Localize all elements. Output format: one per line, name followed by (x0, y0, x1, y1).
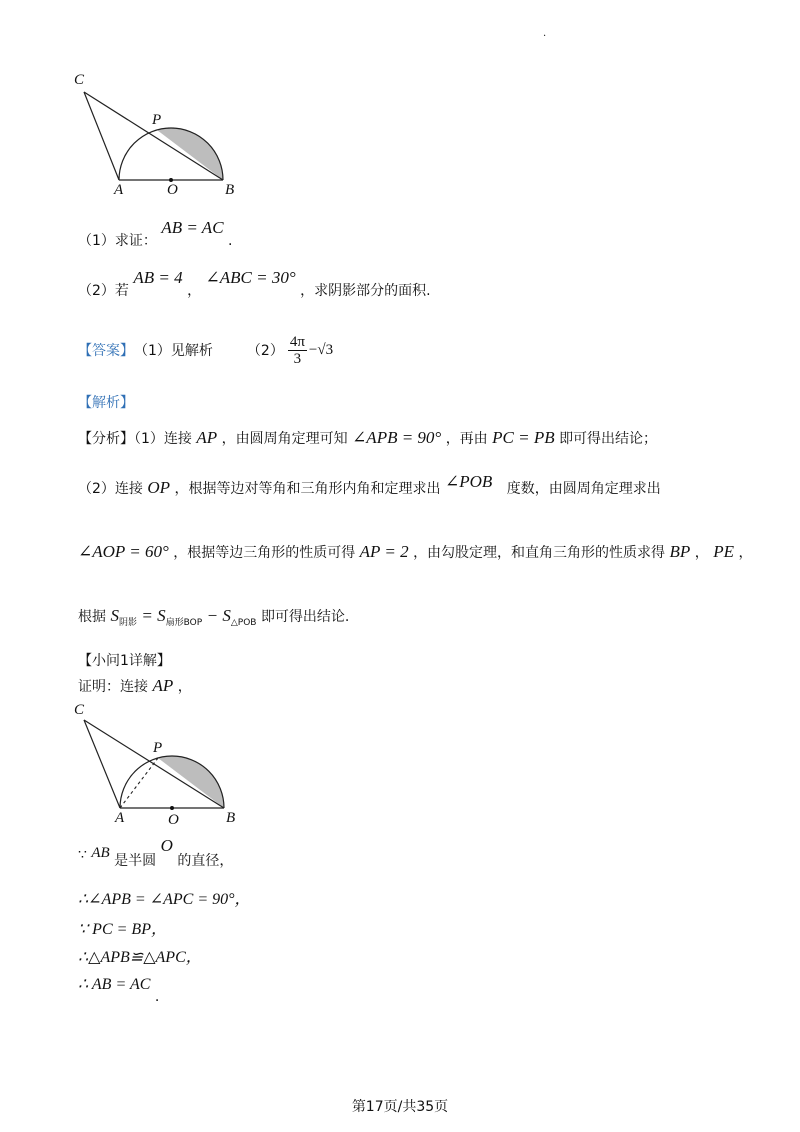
figure-1 (70, 70, 250, 200)
q2-math2: ∠ABC = 30° (205, 268, 296, 287)
segment-cb (84, 92, 223, 180)
a4-sub3: △POB (230, 618, 257, 628)
a2-text-a: （2）连接 (78, 481, 143, 497)
proof-l1-a: 是半圆 (114, 853, 157, 869)
a4-text-b: 即可得出结论. (260, 609, 350, 625)
answer-tag: 【答案】 (78, 343, 134, 359)
q1-prefix: （1）求证： (78, 233, 157, 249)
geometry-diagram-2 (70, 700, 250, 830)
q2-suffix: ，求阴影部分的面积. (300, 283, 431, 299)
proof-line-1 (78, 836, 233, 870)
fig2-label-o: O (168, 812, 179, 828)
a4-minus: − (206, 606, 223, 625)
proof-l1-o: O (160, 836, 173, 855)
fig1-label-b: B (225, 182, 235, 198)
a1-math-ap: AP (196, 428, 218, 447)
analysis-line-2 (78, 472, 661, 498)
proof-l5-math: ∴ AB = AC (78, 976, 151, 993)
a4-s2: S (157, 606, 166, 625)
answer-part2-prefix: （2） (246, 343, 284, 359)
a4-eq: = (141, 606, 158, 625)
center-point-o-2 (170, 806, 174, 810)
a3-math-aop: ∠AOP = 60° (78, 542, 169, 561)
proof-line-3: ∵ PC = BP， (78, 921, 167, 938)
fig1-label-a: A (114, 182, 124, 198)
fig1-label-c: C (74, 72, 85, 88)
fig2-label-b: B (226, 810, 236, 826)
a4-s1: S (110, 606, 119, 625)
figure-2 (70, 700, 250, 830)
because-symbol: ∵ (78, 847, 87, 863)
proof-l5-dot: . (154, 989, 160, 1005)
a3-text-c: ， (694, 545, 709, 561)
a1-text-d: 即可得出结论； (559, 431, 658, 447)
page-footer: 第17页/共35页 (351, 1099, 449, 1115)
q1-suffix: . (227, 233, 233, 249)
question-1 (78, 218, 233, 249)
q2-sep: ， (187, 283, 202, 299)
q2-math1: AB = 4 (133, 268, 183, 287)
a2-text-b: ，根据等边对等角和三角形内角和定理求出 (174, 481, 441, 497)
a3-math-bp: BP (669, 542, 691, 561)
proof-intro-math: AP (152, 676, 174, 695)
a4-s3: S (222, 606, 231, 625)
geometry-diagram-1 (70, 70, 250, 200)
a1-text-b: ，由圆周角定理可知 (221, 431, 348, 447)
question-2 (78, 268, 431, 299)
q1-math: AB = AC (161, 218, 224, 237)
answer-part1: （1）见解析 (134, 343, 213, 359)
analysis-line-4 (78, 606, 349, 628)
answer-line (78, 330, 333, 370)
a2-math-pob: ∠POB (444, 472, 493, 491)
fig1-label-p: P (152, 112, 162, 128)
shaded-region-2 (158, 756, 224, 808)
fraction-numerator: 4π (289, 333, 305, 350)
analysis-line-3 (78, 542, 752, 562)
header-dot: . (543, 28, 547, 39)
a1-text-a: 【分析】（1）连接 (78, 431, 192, 447)
q2-prefix: （2）若 (78, 283, 129, 299)
a3-text-d: ， (738, 545, 753, 561)
proof-intro-a: 证明：连接 (78, 679, 148, 695)
a4-text-a: 根据 (78, 609, 106, 625)
proof-line-2: ∴∠APB = ∠APC = 90°， (78, 891, 251, 908)
shaded-region (157, 128, 223, 180)
fig2-label-c: C (74, 702, 85, 718)
fig2-label-p: P (153, 740, 163, 756)
a1-math-pcpb: PC = PB (492, 428, 555, 447)
a2-text-c: 度数，由圆周角定理求出 (506, 481, 661, 497)
segment-ca-2 (84, 720, 120, 808)
a4-sub1: 阴影 (118, 618, 137, 628)
fig1-label-o: O (167, 182, 178, 198)
proof-line-4: ∴△APB≌△APC， (78, 949, 202, 966)
answer-tail: −√3 (308, 341, 334, 358)
a3-math-ap2: AP = 2 (359, 542, 409, 561)
fig2-label-a: A (115, 810, 125, 826)
segment-ca (84, 92, 119, 180)
proof-line-5 (78, 974, 160, 1005)
detail-tag: 【小问1详解】 (78, 653, 171, 669)
answer-fraction (288, 334, 307, 367)
proof-l1-b: 的直径， (177, 853, 234, 869)
a4-sub2: 扇形BOP (165, 618, 203, 628)
analysis-tag: 【解析】 (78, 395, 134, 411)
proof-l1-math: AB (91, 845, 110, 861)
a3-math-pe: PE (713, 542, 734, 561)
fraction-denominator: 3 (293, 350, 302, 367)
a2-math-op: OP (147, 478, 171, 497)
a1-math-angle: ∠APB = 90° (352, 428, 442, 447)
a1-text-c: ，再由 (445, 431, 488, 447)
proof-intro (78, 676, 192, 696)
proof-intro-b: ， (177, 679, 192, 695)
a3-text-b: ，由勾股定理，和直角三角形的性质求得 (413, 545, 666, 561)
analysis-line-1 (78, 428, 657, 448)
a3-text-a: ，根据等边三角形的性质可得 (173, 545, 356, 561)
